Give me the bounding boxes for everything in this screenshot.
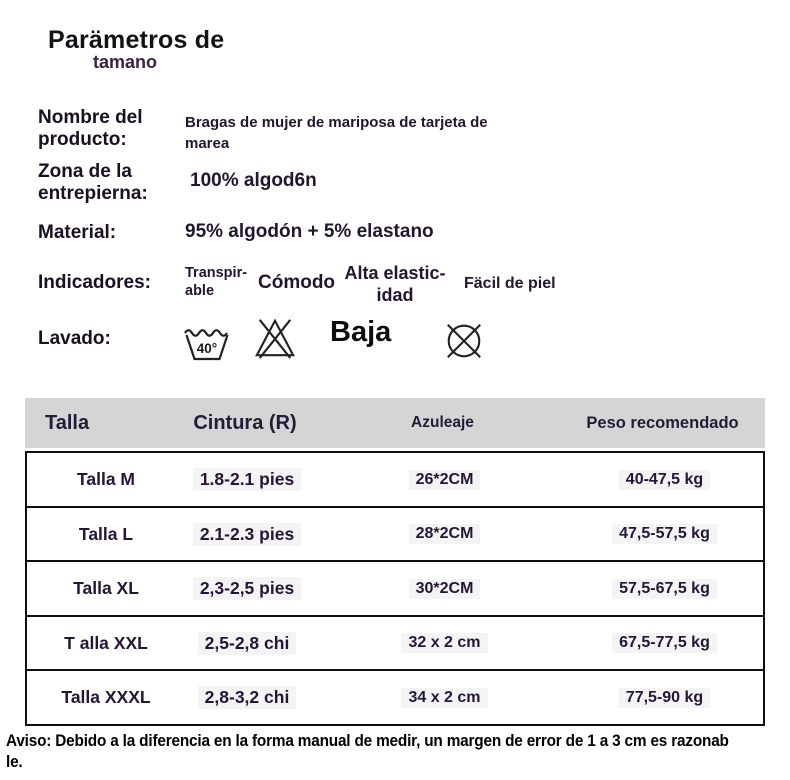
cell-waist: 2,5-2,8 chi: [167, 632, 327, 655]
page-title: Parämetros de: [48, 26, 225, 54]
indicators-label: Indicadores:: [38, 272, 151, 293]
header-cell-talla: Talla: [45, 411, 90, 434]
wash-temp-label: 40°: [196, 341, 218, 356]
crotch-zone-value: 100% algod6n: [190, 170, 317, 191]
cell-azuleaje: 34 x 2 cm: [327, 688, 562, 708]
indicator-skin-friendly: Fäcil de piel: [464, 275, 556, 292]
cell-weight: 77,5-90 kg: [562, 688, 767, 708]
notice-line-2: le.: [6, 753, 23, 771]
indicator-breathable: Transpir-able: [185, 265, 248, 300]
size-table: [25, 398, 765, 726]
cell-size: Talla XXXL: [61, 687, 151, 707]
cell-size: Talla XL: [73, 578, 139, 598]
indicator-comfortable: Cómodo: [258, 272, 336, 293]
cell-size: Talla M: [76, 469, 136, 489]
cell-weight: 57,5-67,5 kg: [562, 579, 767, 599]
wash-40-icon: [183, 322, 231, 362]
table-row-m: [25, 451, 765, 508]
washing-label: Lavado:: [38, 328, 111, 349]
material-value: 95% algodón + 5% elastano: [185, 221, 434, 242]
cell-waist: 2.1-2.3 pies: [167, 523, 327, 546]
cell-weight: 67,5-77,5 kg: [562, 633, 767, 653]
header-cell-peso: Peso recomendado: [586, 413, 739, 432]
table-row-xxxl: [25, 669, 765, 726]
size-table-header: [25, 398, 765, 448]
cell-size: Talla L: [78, 523, 134, 544]
product-name-value: Bragas de mujer de mariposa de tarjeta de marea: [185, 114, 488, 152]
cell-waist: 2,8-3,2 chi: [167, 686, 327, 709]
table-row-xl: [25, 560, 765, 617]
cell-azuleaje: 26*2CM: [327, 470, 562, 490]
cell-waist: 2,3-2,5 pies: [167, 577, 327, 600]
page-subtitle: tamano: [92, 52, 157, 72]
product-name-label: Nombre del producto:: [38, 107, 143, 151]
material-label: Material:: [38, 222, 117, 243]
cell-size: T alla XXL: [64, 632, 148, 653]
indicator-high-elasticity: Alta elastic-idad: [344, 263, 446, 305]
table-row-l: [25, 506, 765, 563]
dry-level-label: Baja: [330, 316, 392, 348]
header-cell-azuleaje: Azuleaje: [411, 414, 474, 431]
cell-azuleaje: 30*2CM: [327, 579, 562, 599]
header-cell-cintura: Cintura (R): [193, 411, 297, 434]
cell-azuleaje: 28*2CM: [327, 524, 562, 544]
crotch-zone-label: Zona de la entrepierna:: [38, 161, 148, 205]
notice-line-1: Aviso: Debido a la diferencia en la forma manual de medir, un margen de error de 1 a 3 cm es razonab: [6, 732, 729, 750]
cell-waist: 1.8-2.1 pies: [167, 468, 327, 491]
cell-weight: 47,5-57,5 kg: [562, 524, 767, 544]
table-row-xxl: [25, 615, 765, 672]
cell-azuleaje: 32 x 2 cm: [327, 633, 562, 653]
size-table-body: [25, 451, 765, 726]
no-bleach-icon: [252, 316, 298, 360]
cell-weight: 40-47,5 kg: [562, 470, 767, 490]
no-dry-clean-icon: [441, 320, 487, 362]
notice-text: [6, 731, 790, 773]
